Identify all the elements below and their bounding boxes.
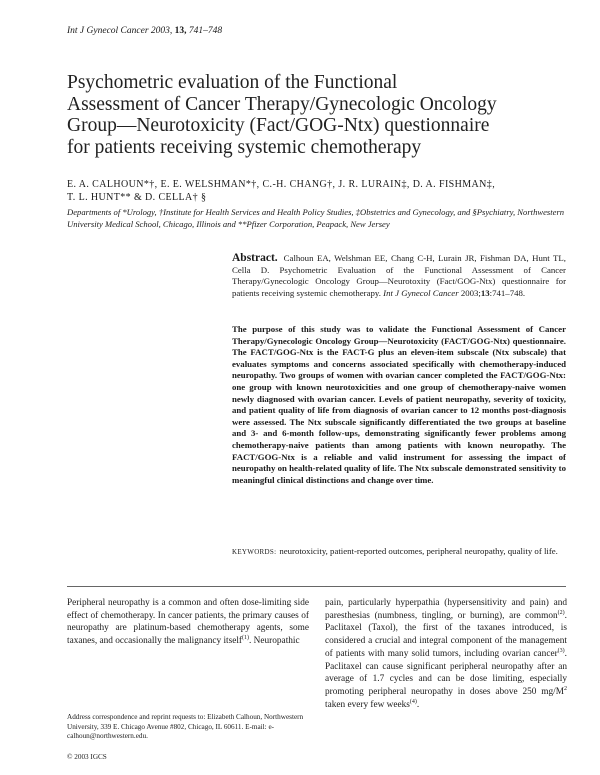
body-text: . (416, 699, 420, 710)
body-text: pain, particularly hyperpathia (hypersensitivity and pain) and paresthesias (numbness, tingling, or burning), are common (325, 598, 567, 621)
section-divider (67, 586, 566, 587)
abstract-body: The purpose of this study was to validate the Functional Assessment of Cancer Therapy/Gynecologic Oncology Group—Neurotoxicity (FACT/GOG-Ntx) questionnaire. The FACT/GOG-Ntx is the FACT-G plus an eleven-item subscale (Ntx subscale) that evaluates symptoms and concerns associated specifically with chemotherapy-induced neuropathy. Two groups of women with ovarian cancer completed the FACT/GOG-Ntx: one group with known neurotoxicities and one group of chemotherapy-naive women newly diagnosed with ovarian cancer. Levels of patient neuropathy, severity of toxicity, and patient quality of life from diagnosis of ovarian cancer to 12 months post-diagnosis were assessed. The Ntx subscale significantly differentiated the two groups at baseline and 3- and 6-month follow-ups, demonstrating significantly fewer problems among chemotherapy-naive patients than among patients with known neuropathy. The FACT/GOG-Ntx is a reliable and valid instrument for assessing the impact of neuropathy on health-related quality of life. The Ntx subscale demonstrated sensitivity to meaningful clinical distinctions and change over time. (232, 324, 566, 485)
keywords-text: neurotoxicity, patient-reported outcomes, peripheral neuropathy, quality of life. (279, 546, 558, 556)
body-column-right (325, 597, 567, 711)
copyright: © 2003 IGCS (67, 753, 107, 761)
exponent: 2 (564, 685, 567, 692)
citation-ref-pre: 2003; (458, 287, 481, 298)
citation-text: Calhoun EA, Welshman EE, Chang C-H, Lurain JR, Fishman DA, Hunt TL, Cella D. Psychometric Evaluation of the Functional Assessment of Cancer Therapy/Gynecologic Oncology Group—Neurotoxity (Fact/GOG-Ntx) questionnaire for patients receiving systemic chemotherapy. (232, 253, 566, 298)
reference-marker: (3) (557, 647, 565, 654)
keywords (232, 546, 566, 559)
body-column-left (67, 597, 309, 648)
reference-marker: (4) (409, 698, 417, 705)
keywords-label: KEYWORDS: (232, 548, 277, 556)
title-line: Psychometric evaluation of the Functional (67, 72, 398, 93)
journal-header (67, 26, 222, 36)
abstract-heading: Abstract. (232, 252, 278, 264)
article-title (67, 72, 567, 158)
correspondence-note: Address correspondence and reprint requests to: Elizabeth Calhoun, Northwestern University, 339 E. Chicago Avenue #802, Chicago, IL 60611. E-mail: e-calhoun@northwestern.edu. (67, 713, 304, 741)
citation-journal: Int J Gynecol Cancer (383, 287, 459, 298)
citation-volume: 13 (480, 287, 490, 298)
body-text: . Paclitaxel can cause significant peripheral neuropathy after an average of 1.7 cycles and can be dose limiting, especially promoting peripheral neuropathy in doses above 250 mg/M (325, 648, 567, 697)
title-line: Assessment of Cancer Therapy/Gynecologic Oncology (67, 93, 497, 115)
body-text: . Paclitaxel (Taxol), the first of the taxanes introduced, is considered a crucial and integral component of the management of patients with many solid tumors, including ovarian cancer (325, 610, 567, 659)
abstract-citation (232, 253, 566, 299)
journal-year: 2003, (150, 26, 173, 36)
reference-marker: (1) (242, 635, 250, 642)
journal-volume: 13, (174, 26, 187, 36)
reference-marker: (2) (557, 609, 565, 616)
body-text: Peripheral neuropathy is a common and often dose-limiting side effect of chemotherapy. In cancer patients, the primary causes of neuropathy are platinum-based chemotherapy agents, some taxanes, and occasionally the malignancy itself (67, 598, 309, 647)
title-line: Group—Neurotoxicity (Fact/GOG-Ntx) questionnaire (67, 115, 490, 136)
body-text: taken every few weeks (325, 699, 410, 710)
citation-ref-post: :741–748. (489, 287, 526, 298)
title-line: for patients receiving systemic chemotherapy (67, 136, 422, 158)
journal-pages: 741–748 (188, 26, 223, 36)
body-text-tail: . Neuropathic (249, 636, 300, 647)
author-list (67, 178, 495, 204)
author-line: E. A. CALHOUN*†, E. E. WELSHMAN*†, C.-H. CHANG†, J. R. LURAIN‡, D. A. FISHMAN‡, (67, 179, 496, 190)
affiliations: Departments of *Urology, †Institute for Health Services and Health Policy Studies, ‡Obstetrics and Gynecology, and §Psychiatry, Northwestern University Medical School, Chicago, Illinois and **Pfizer Corporation, Peapack, New Jersey (67, 207, 565, 229)
journal-name: Int J Gynecol Cancer (67, 26, 149, 36)
author-line: T. L. HUNT** & D. CELLA† § (67, 192, 207, 203)
